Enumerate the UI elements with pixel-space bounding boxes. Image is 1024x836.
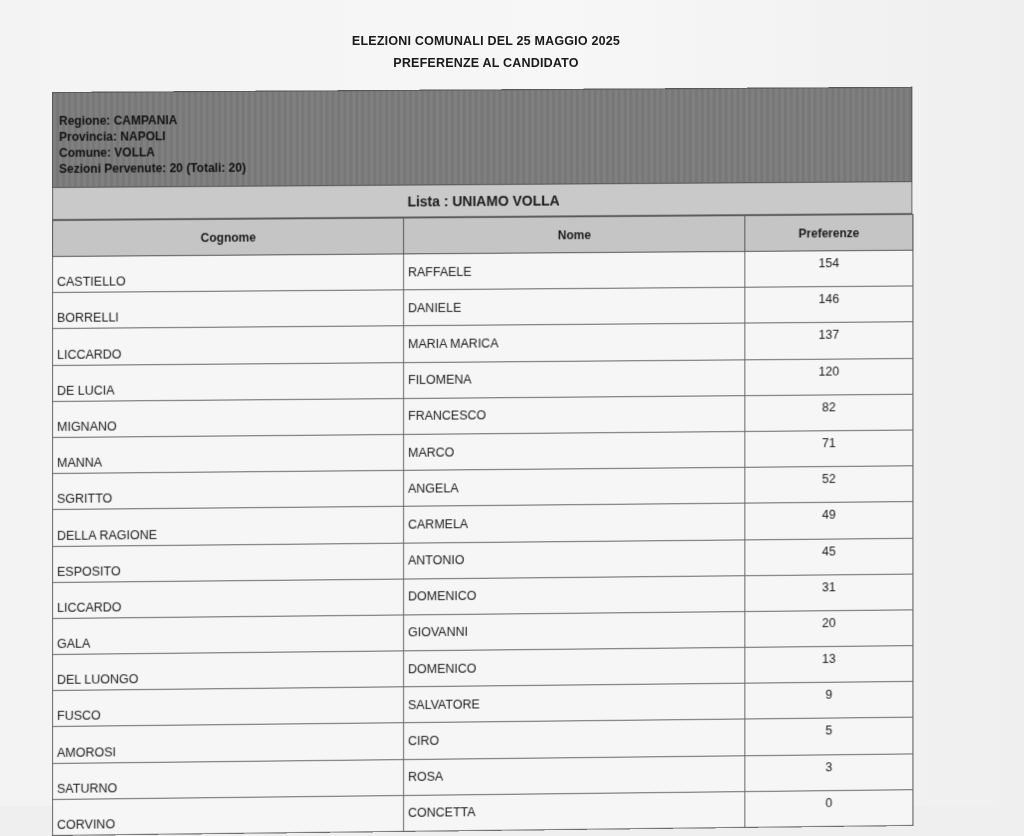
document-subtitle: PREFERENZE AL CANDIDATO xyxy=(393,56,579,70)
column-header-nome: Nome xyxy=(404,216,745,254)
column-header-preferenze: Preferenze xyxy=(745,214,913,251)
lista-title: Lista : UNIAMO VOLLA xyxy=(52,182,912,220)
cell-cognome: SGRITTO xyxy=(52,470,403,509)
cell-preferenze: 154 xyxy=(745,250,913,287)
cell-nome: CIRO xyxy=(404,719,745,759)
results-sheet xyxy=(52,87,912,832)
info-box xyxy=(52,87,912,188)
cell-nome: ANGELA xyxy=(404,467,745,506)
cell-cognome: LICCARDO xyxy=(52,326,403,365)
cell-preferenze: 3 xyxy=(745,754,913,792)
cell-preferenze: 137 xyxy=(745,322,913,359)
cell-nome: DOMENICO xyxy=(404,647,745,687)
cell-nome: GIOVANNI xyxy=(404,611,745,651)
cell-nome: RAFFAELE xyxy=(404,251,745,290)
cell-nome: SALVATORE xyxy=(404,683,745,723)
cell-nome: ANTONIO xyxy=(404,539,745,578)
regione-label: Regione: CAMPANIA xyxy=(58,113,178,128)
cell-cognome: SATURNO xyxy=(52,759,403,799)
cell-preferenze: 0 xyxy=(745,789,913,827)
cell-preferenze: 71 xyxy=(745,430,913,467)
cell-nome: CARMELA xyxy=(404,503,745,542)
cell-preferenze: 52 xyxy=(745,466,913,504)
cell-preferenze: 146 xyxy=(745,286,913,323)
document-title: ELEZIONI COMUNALI DEL 25 MAGGIO 2025 xyxy=(351,34,621,48)
cell-preferenze: 13 xyxy=(745,646,913,684)
cell-preferenze: 5 xyxy=(745,718,913,756)
cell-preferenze: 45 xyxy=(745,538,913,576)
cell-cognome: BORRELLI xyxy=(52,290,403,329)
cell-cognome: DELLA RAGIONE xyxy=(52,507,403,546)
cell-cognome: CASTIELLO xyxy=(52,254,403,293)
cell-preferenze: 82 xyxy=(745,394,913,431)
cell-cognome: MANNA xyxy=(52,434,403,473)
cell-nome: MARIA MARICA xyxy=(404,323,745,362)
cell-preferenze: 31 xyxy=(745,574,913,612)
provincia-label: Provincia: NAPOLI xyxy=(58,129,166,144)
cell-cognome: AMOROSI xyxy=(52,723,403,763)
cell-cognome: CORVINO xyxy=(52,795,403,835)
cell-nome: FILOMENA xyxy=(404,359,745,398)
cell-cognome: LICCARDO xyxy=(52,579,403,619)
cell-preferenze: 49 xyxy=(745,502,913,540)
cell-nome: FRANCESCO xyxy=(404,395,745,434)
cell-cognome: ESPOSITO xyxy=(52,543,403,583)
sezioni-label: Sezioni Pervenute: 20 (Totali: 20) xyxy=(58,160,246,176)
column-header-cognome: Cognome xyxy=(52,218,403,256)
cell-preferenze: 20 xyxy=(745,610,913,648)
cell-preferenze: 120 xyxy=(745,358,913,395)
document-header xyxy=(0,34,972,70)
cell-cognome: FUSCO xyxy=(52,687,403,727)
cell-preferenze: 9 xyxy=(745,682,913,720)
comune-label: Comune: VOLLA xyxy=(58,145,155,160)
preferences-table xyxy=(52,214,913,836)
cell-cognome: DE LUCIA xyxy=(52,362,403,401)
cell-nome: DANIELE xyxy=(404,287,745,326)
cell-cognome: MIGNANO xyxy=(52,398,403,437)
cell-nome: ROSA xyxy=(404,755,745,795)
cell-cognome: GALA xyxy=(52,615,403,655)
cell-nome: CONCETTA xyxy=(404,791,745,831)
cell-nome: MARCO xyxy=(404,431,745,470)
cell-nome: DOMENICO xyxy=(404,575,745,614)
cell-cognome: DEL LUONGO xyxy=(52,651,403,691)
